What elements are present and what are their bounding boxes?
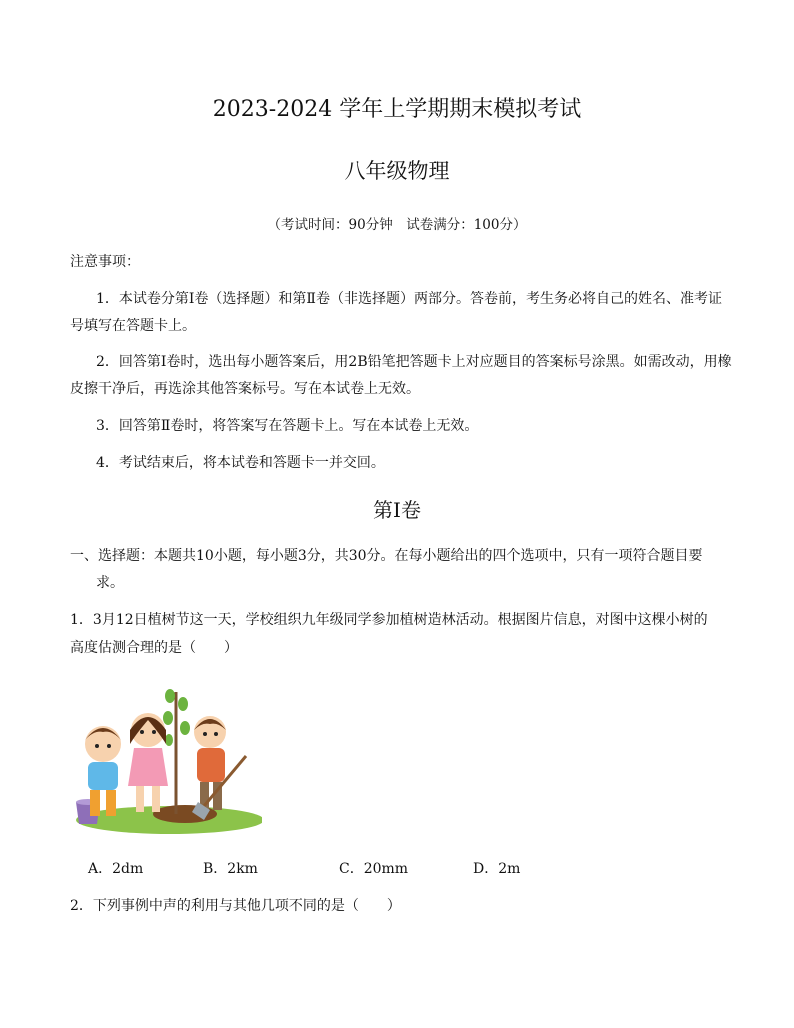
notes-heading: 注意事项：: [70, 254, 140, 270]
section-title: 第Ⅰ卷: [373, 498, 421, 522]
note-2-line1: 2．回答第Ⅰ卷时，选出每小题答案后，用2B铅笔把答题卡上对应题目的答案标号涂黑。如需改动，用橡: [96, 354, 732, 370]
question-1-option-a: A．2dm: [88, 861, 144, 877]
tree-planting-illustration: [70, 678, 262, 838]
question-1-option-c: C．20mm: [339, 861, 409, 877]
note-1-line1: 1．本试卷分第Ⅰ卷（选择题）和第Ⅱ卷（非选择题）两部分。答卷前，考生务必将自己的姓名、准考证: [96, 291, 722, 307]
question-1-option-b: B．2km: [203, 861, 258, 877]
question-1-option-d: D．2m: [473, 861, 521, 877]
question-1-stem-line2: 高度估测合理的是（ ）: [70, 640, 238, 656]
question-2-stem-line1: 2．下列事例中声的利用与其他几项不同的是（ ）: [70, 898, 401, 914]
exam-title: 2023-2024 学年上学期期末模拟考试: [212, 97, 582, 122]
note-4-line1: 4．考试结束后，将本试卷和答题卡一并交回。: [96, 455, 385, 471]
exam-subject: 八年级物理: [344, 159, 450, 183]
note-1-line2: 号填写在答题卡上。: [70, 318, 196, 334]
question-1-stem-line1: 1．3月12日植树节这一天，学校组织九年级同学参加植树造林活动。根据图片信息，对图中这棵小树的: [70, 612, 708, 628]
exam-meta: （考试时间：90分钟 试卷满分：100分）: [267, 217, 527, 233]
note-3-line1: 3．回答第Ⅱ卷时，将答案写在答题卡上。写在本试卷上无效。: [96, 418, 479, 434]
section-instruction-line2: 求。: [96, 575, 124, 591]
note-2-line2: 皮擦干净后，再选涂其他答案标号。写在本试卷上无效。: [70, 381, 420, 397]
section-instruction-line1: 一、选择题：本题共10小题，每小题3分，共30分。在每小题给出的四个选项中，只有一项符合题目要: [70, 548, 703, 564]
